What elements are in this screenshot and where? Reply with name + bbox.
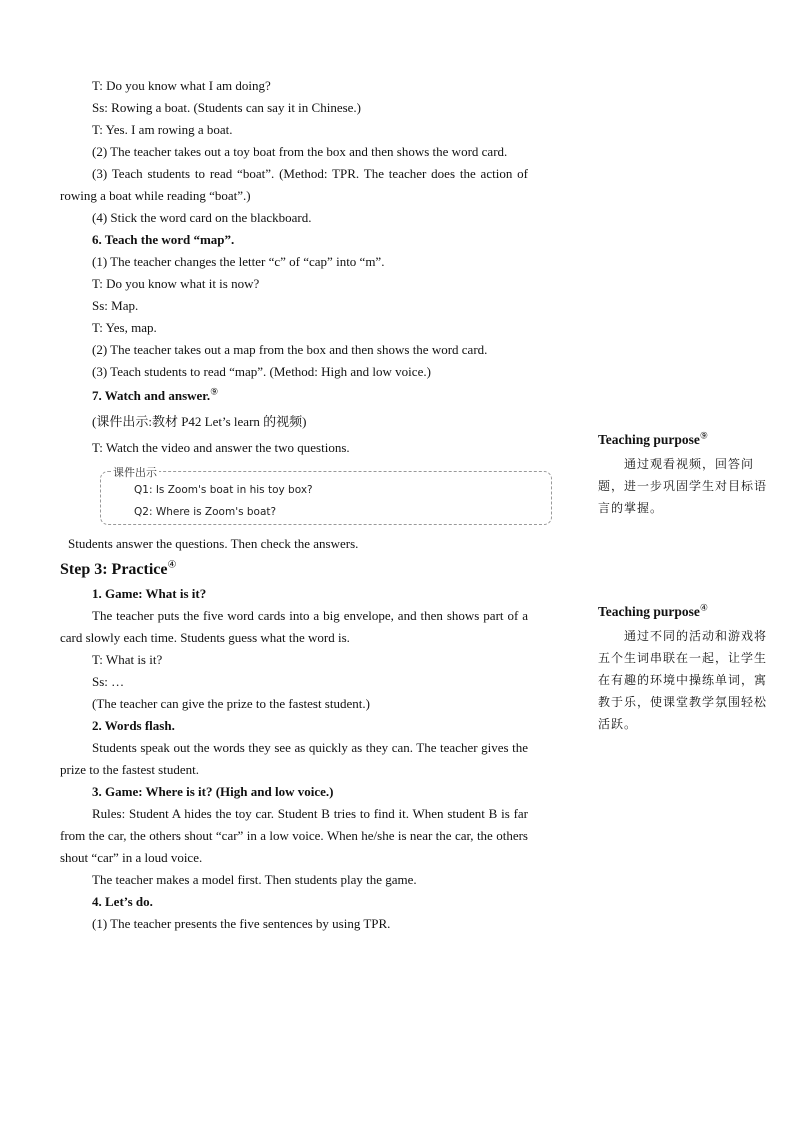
courseware-box-tab: 课件出示 xyxy=(113,466,157,479)
step-paragraph: Students speak out the words they see as quickly as they can. The teacher gives the prize to the fastest student. xyxy=(60,740,528,777)
note-text: 通过观看视频，回答问题，进一步巩固学生对目标语言的掌握。 xyxy=(598,457,768,515)
dialogue-line: Ss: Map. xyxy=(92,298,139,313)
note-title-text: Teaching purpose xyxy=(598,432,700,447)
step-paragraph: The teacher makes a model first. Then students play the game. xyxy=(92,872,417,887)
step-paragraph: (1) The teacher changes the letter “c” of “cap” into “m”. xyxy=(92,254,385,269)
section-heading: 4. Let’s do. xyxy=(92,894,153,909)
section-heading: 3. Game: Where is it? (High and low voice.) xyxy=(92,784,334,799)
teaching-purpose-note-1 xyxy=(598,430,768,519)
dialogue-line: T: Do you know what I am doing? xyxy=(92,78,271,93)
footnote-mark: ⑨ xyxy=(699,430,708,441)
dialogue-line: T: Watch the video and answer the two questions. xyxy=(92,440,350,455)
dialogue-line: T: Yes, map. xyxy=(92,320,157,335)
section-heading: 6. Teach the word “map”. xyxy=(92,232,235,247)
footnote-mark: ④ xyxy=(699,602,708,613)
dialogue-line: T: Yes. I am rowing a boat. xyxy=(92,122,233,137)
courseware-note: (课件出示:教材 P42 Let’s learn 的视频) xyxy=(92,414,307,429)
step-paragraph: (4) Stick the word card on the blackboard. xyxy=(92,210,312,225)
dialogue-line: Ss: … xyxy=(92,674,125,689)
step-heading xyxy=(60,557,528,583)
section-heading: 2. Words flash. xyxy=(92,718,175,733)
heading-text: 7. Watch and answer. xyxy=(92,388,211,403)
dialogue-line: Ss: Rowing a boat. (Students can say it in Chinese.) xyxy=(92,100,362,115)
note-text: 通过不同的活动和游戏将五个生词串联在一起，让学生在有趣的环境中操练单词，寓教于乐，使课堂教学氛围轻松活跃。 xyxy=(598,629,768,731)
dialogue-line: (The teacher can give the prize to the fastest student.) xyxy=(92,696,370,711)
step-paragraph: (2) The teacher takes out a toy boat from the box and then shows the word card. xyxy=(92,144,508,159)
footnote-mark: ⑨ xyxy=(210,386,219,397)
question-2: Q2: Where is Zoom's boat? xyxy=(134,506,277,518)
step-paragraph: Students answer the questions. Then check the answers. xyxy=(68,536,359,551)
teaching-purpose-note-2 xyxy=(598,602,768,735)
step-heading-text: Step 3: Practice xyxy=(60,561,168,578)
dialogue-line: T: Do you know what it is now? xyxy=(92,276,260,291)
section-heading xyxy=(60,385,528,407)
step-paragraph: (1) The teacher presents the five sentences by using TPR. xyxy=(92,916,391,931)
dialogue-line: T: What is it? xyxy=(92,652,163,667)
section-heading: 1. Game: What is it? xyxy=(92,586,207,601)
step-paragraph: (2) The teacher takes out a map from the box and then shows the word card. xyxy=(92,342,488,357)
step-paragraph: The teacher puts the five word cards into a big envelope, and then shows part of a card slowly each time. Students guess what the word is. xyxy=(60,608,528,645)
note-title-text: Teaching purpose xyxy=(598,604,700,619)
step-paragraph: (3) Teach students to read “boat”. (Method: TPR. The teacher does the action of rowing a boat while reading “boat”.) xyxy=(60,166,528,203)
step-paragraph: Rules: Student A hides the toy car. Student B tries to find it. When student B is far from the car, the others shout “car” in a low voice. When he/she is near the car, the others shout “car” in a loud voice. xyxy=(60,806,528,865)
lesson-body xyxy=(60,75,528,935)
question-1: Q1: Is Zoom's boat in his toy box? xyxy=(134,484,313,496)
step-paragraph: (3) Teach students to read “map”. (Method: High and low voice.) xyxy=(92,364,431,379)
courseware-box xyxy=(100,466,552,525)
note-title xyxy=(598,602,768,622)
footnote-mark: ④ xyxy=(167,559,177,571)
note-title xyxy=(598,430,768,450)
